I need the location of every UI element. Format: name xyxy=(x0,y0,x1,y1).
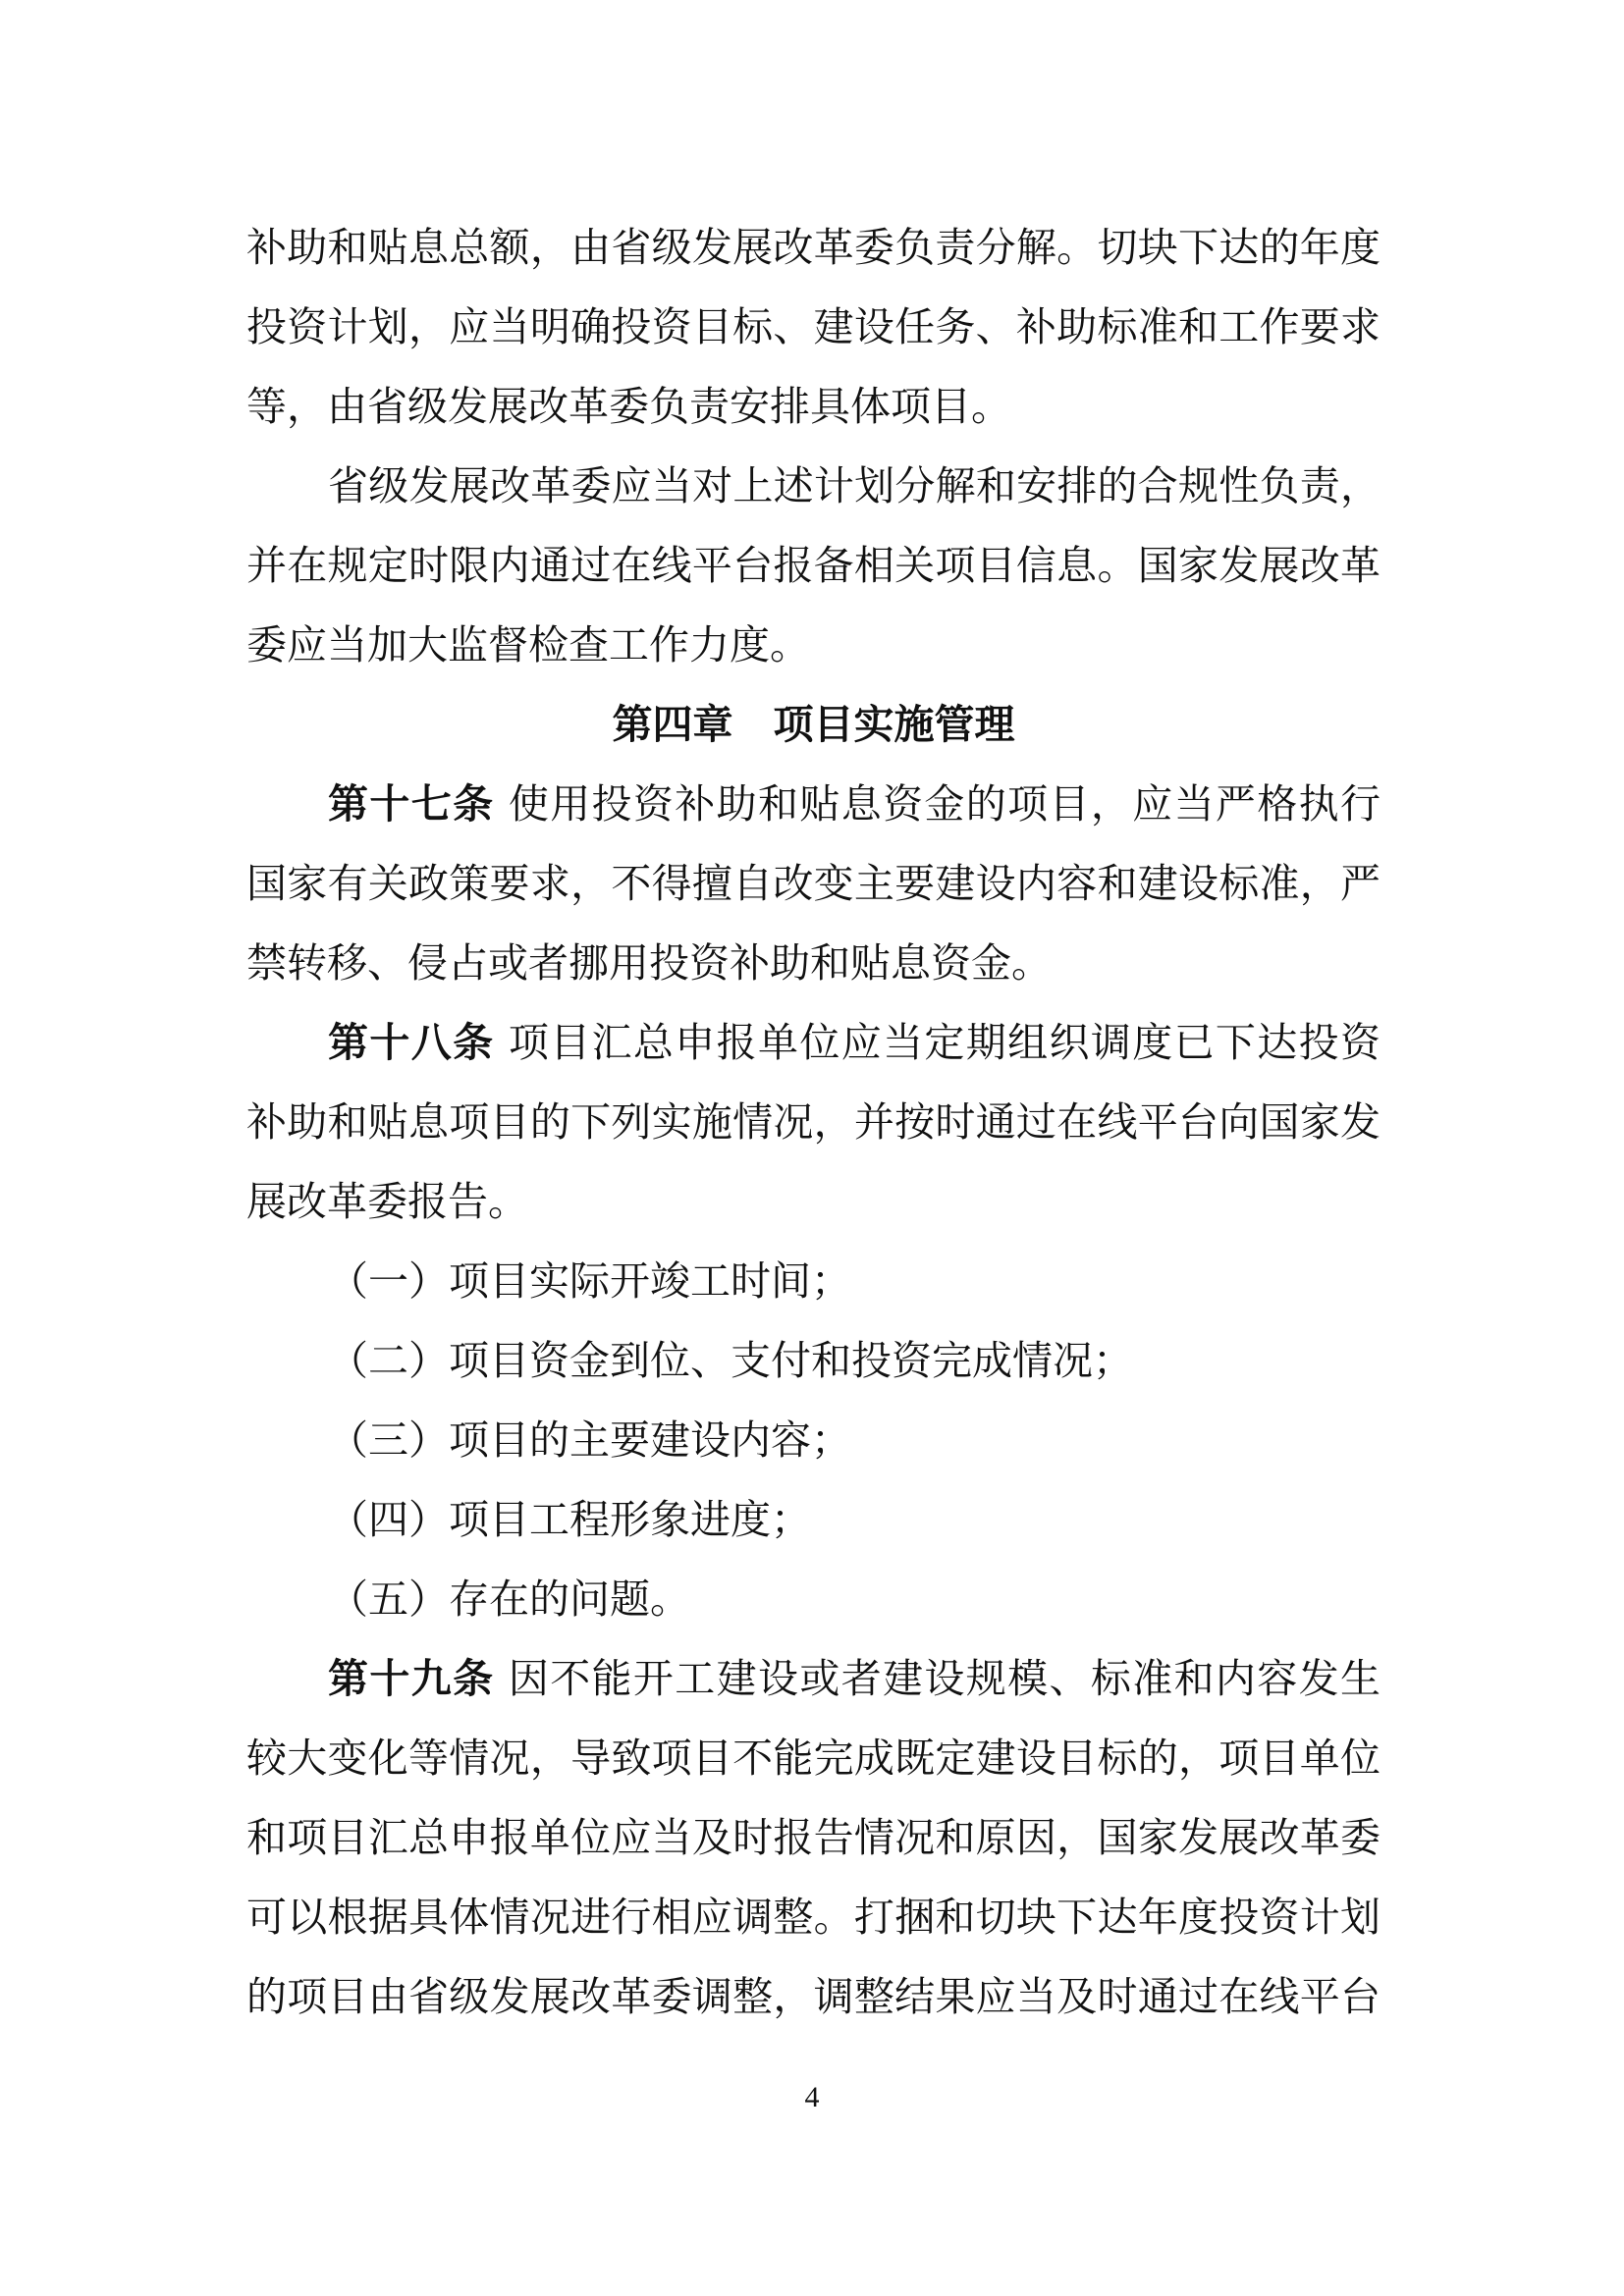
text-line: 可以根据具体情况进行相应调整。打捆和切块下达年度投资计划 xyxy=(246,1894,1380,1941)
text-line: 补助和贴息总额，由省级发展改革委负责分解。切块下达的年度 xyxy=(246,224,1380,271)
article-text: 使用投资补助和贴息资金的项目，应当严格执行 xyxy=(508,780,1381,828)
text-line: 较大变化等情况，导致项目不能完成既定建设目标的，项目单位 xyxy=(246,1735,1380,1782)
list-item: （三）项目的主要建设内容； xyxy=(328,1416,851,1464)
article-number: 第十九条 xyxy=(328,1655,495,1702)
article-text: 项目汇总申报单位应当定期组织调度已下达投资 xyxy=(508,1019,1381,1066)
text-line: 委应当加大监督检查工作力度。 xyxy=(246,621,810,668)
chapter-heading: 第四章 项目实施管理 xyxy=(612,701,1015,748)
article-18 xyxy=(246,1003,1380,1639)
text-line: 展改革委报告。 xyxy=(246,1178,528,1225)
article-17 xyxy=(246,765,1380,1003)
text-line: 等，由省级发展改革委负责安排具体项目。 xyxy=(246,383,1011,430)
list-item: （二）项目资金到位、支付和投资完成情况； xyxy=(328,1337,1133,1384)
text-line: 国家有关政策要求，不得擅自改变主要建设内容和建设标准，严 xyxy=(246,860,1380,907)
text-line xyxy=(246,1003,1380,1083)
document-body xyxy=(246,208,1380,2037)
text-line xyxy=(246,765,1380,844)
paragraph-compliance xyxy=(246,447,1380,685)
list-item: （四）项目工程形象进度； xyxy=(328,1496,811,1543)
text-line: 并在规定时限内通过在线平台报备相关项目信息。国家发展改革 xyxy=(246,542,1380,589)
article-text: 因不能开工建设或者建设规模、标准和内容发生 xyxy=(508,1655,1381,1702)
text-line: 省级发展改革委应当对上述计划分解和安排的合规性负责， xyxy=(328,462,1380,509)
page-number: 4 xyxy=(804,2081,820,2113)
text-line xyxy=(246,1639,1380,1719)
article-number: 第十七条 xyxy=(328,780,495,828)
list-item: （五）存在的问题。 xyxy=(328,1575,690,1623)
article-19 xyxy=(246,1639,1380,2037)
article-number: 第十八条 xyxy=(328,1019,495,1066)
text-line: 禁转移、侵占或者挪用投资补助和贴息资金。 xyxy=(246,939,1052,987)
list-item: （一）项目实际开竣工时间； xyxy=(328,1257,851,1305)
text-line: 补助和贴息项目的下列实施情况，并按时通过在线平台向国家发 xyxy=(246,1098,1380,1146)
paragraph-allocation xyxy=(246,208,1380,447)
text-line: 和项目汇总申报单位应当及时报告情况和原因，国家发展改革委 xyxy=(246,1814,1380,1861)
text-line: 的项目由省级发展改革委调整，调整结果应当及时通过在线平台 xyxy=(246,1973,1380,2020)
text-line: 投资计划，应当明确投资目标、建设任务、补助标准和工作要求 xyxy=(246,303,1380,350)
